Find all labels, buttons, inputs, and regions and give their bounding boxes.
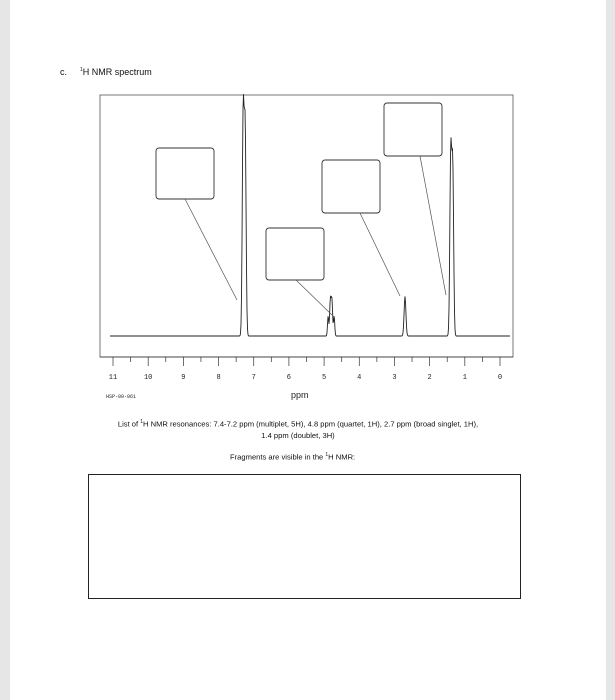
annotation-box-doublet[interactable]: [384, 103, 442, 156]
tick-label: 2: [427, 374, 432, 382]
fragments-suffix: H NMR:: [328, 452, 356, 462]
tick-label: 8: [216, 374, 221, 382]
plot-frame: [100, 95, 513, 357]
tick-label: 5: [321, 374, 327, 382]
annotation-box-quartet[interactable]: [266, 228, 324, 280]
resonance-superscript: 1: [140, 419, 144, 425]
leader-line-doublet: [420, 156, 446, 295]
leader-line-aromatic: [185, 199, 237, 300]
resonance-line-2: 1.4 ppm (doublet, 3H): [261, 430, 335, 440]
title-superscript: 1: [80, 67, 83, 73]
x-axis-label: ppm: [291, 390, 309, 400]
tick-label: 9: [181, 374, 186, 382]
resonance-list: [48, 417, 548, 441]
annotation-box-aromatic[interactable]: [156, 148, 214, 199]
section-label: c.: [60, 67, 68, 77]
title-text: H NMR spectrum: [82, 67, 152, 77]
x-axis-ticks: [113, 357, 500, 366]
fragments-answer-box[interactable]: [88, 474, 521, 599]
spectrum-trace: [110, 94, 510, 336]
tick-label: 1: [462, 374, 467, 382]
leader-line-quartet: [296, 280, 332, 315]
x-axis-tick-labels: [109, 374, 502, 382]
tick-label: 6: [286, 374, 292, 382]
resonance-prefix: List of: [117, 419, 141, 429]
tick-label: 10: [143, 374, 153, 382]
resonance-text-1: H NMR resonances: 7.4-7.2 ppm (multiplet, 5H), 4.8 ppm (quartet, 1H), 2.7 ppm (broad singlet, 1H),: [143, 419, 479, 429]
tick-label: 0: [497, 374, 503, 382]
tick-label: 4: [357, 374, 362, 382]
annotation-box-broad-singlet[interactable]: [322, 160, 380, 213]
tick-label: 11: [108, 374, 118, 382]
tick-label: 7: [251, 374, 256, 382]
fragments-prefix: Fragments are visible in the: [230, 452, 326, 462]
leader-line-broad-singlet: [360, 213, 400, 296]
fragments-caption: [230, 452, 355, 462]
fragments-superscript: 1: [325, 452, 329, 458]
resonance-line-1: [48, 417, 548, 430]
spectrum-code: HSP-00-061: [106, 394, 137, 400]
tick-label: 3: [392, 374, 397, 382]
